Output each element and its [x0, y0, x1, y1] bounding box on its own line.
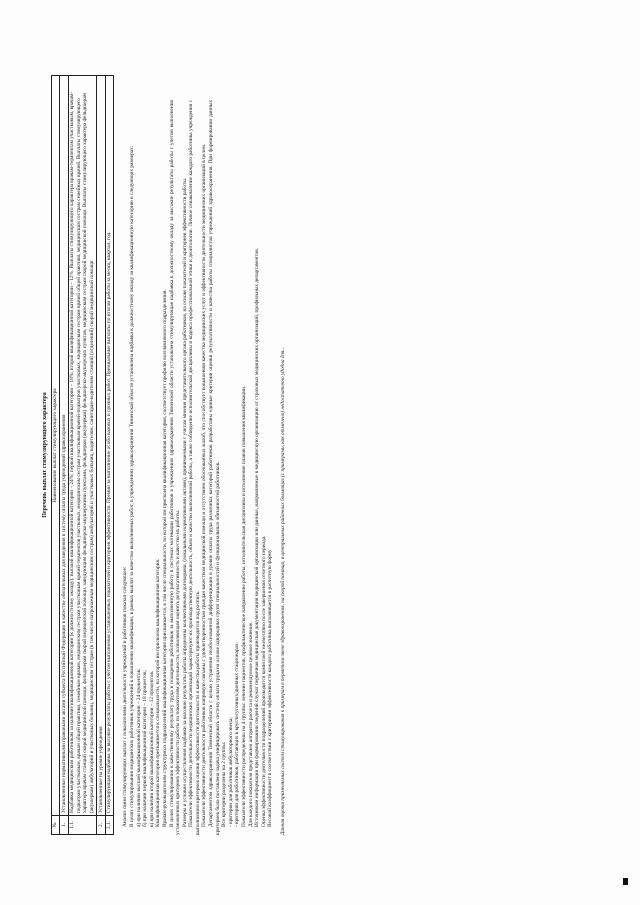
paragraph: Показатели эффективности распределены на 4 группы: лечение пациентов, профилактическое направление работы, исполнительская дисциплина и исполнение планов повышения квалификации.: [241, 385, 248, 827]
row-num: 1.: [60, 816, 69, 835]
paragraph: - критерии для работников амбулаторного звена;: [227, 717, 234, 827]
table-row: [97, 76, 106, 835]
table-row: [68, 76, 96, 835]
paragraph: Показатели эффективности деятельности медицинских организаций характеризуют их производственную деятельность, объем и качество выполняемой работы, а также соблюдение исполнительской дисциплины и кодекса профессиональной этики и деонтологии. Личное ознакомление каждого работника учреждения с выполнением критериев оценки эффективности деятельности и качества работы производится под роспись.: [188, 100, 201, 835]
row-text: Надбавка медицинским работникам за наличие квалификационной категории (к должностному окладу): высшей квалификационной категории – 24%; первой квалификационной категории – 18%; второй квалификационной категории – 12%. Выплаты стимулирующего характера врачам-терапевтам участковым, врачам-педиатрам участковым, врачам общей практики, семейным врачам, медицинским сестрам участковым врачей-терапевтов участковых, медицинским сестрам участковым врачей-педиатров участковых, медицинским сестрам врачей общей практики, медицинским сестрам семейных врачей. Выплаты стимулирующего характера врачам станций скорой медицинской помощи, фельдшерам скорой медицинской помощи, заведующим фельдшерско-акушерскими пунктами, фельдшерам (акушеркам) фельдшерско-акушерских пунктов, медицинским сестрам скорой медицинской помощи. Выплаты стимулирующего характера фельдшерам (акушеркам) амбулаторий и участковых больниц, медицинским сестрам (в том числе патронажным медицинским сестрам) амбулаторий и участковых больниц, водителям, санитарам-водителям станций (отделений) скорой медицинской помощи: [68, 76, 96, 816]
paragraph: Весовой коэффициент в соответствии с критериями эффективности каждого работника выплачивается в расчетную форму: [267, 549, 274, 827]
paragraph: Квалификационная категория присваивается к специальности, по которой им присвоена квалификационная категория.: [155, 558, 162, 827]
row-text: Стимулирующая надбавка за высокие результаты работы с учетом выполнения установленных показателей и критериев эффективности. Премии за выполнение особо важных и срочных работ. Премиальные выплаты по итогам работы за месяц, квартал, год.: [105, 76, 114, 816]
paragraph: В целях стимулирования медицинских работников учреждений к повышению квалификации, в рамках выплат за качество выполняемых работ, в учреждениях здравоохранения Тюменской области установлена надбавка к должностному окладу за квалификационную категорию в следующих размерах:: [128, 145, 135, 827]
paragraph: - критерии для работников, работающих в круглосуточных/дневных стационарах.: [234, 642, 241, 827]
paragraph: Размеры и условия осуществления надбавки за высокие результаты работы определены коллективными договорами, (локальными нормативными актами), принимаемыми с учетом мнения представительного органа работников, на основе показателей и критериев эффективности работы.: [181, 177, 188, 827]
row-num: 1.1.: [68, 816, 96, 835]
paragraph: Все критерии разделены на 2 группы:: [221, 741, 228, 827]
paragraph: Показатели эффективности деятельности работников напрямую связаны с удовлетворенностью граждан качеством медицинской помощи и отсутствием обоснованных жалоб, что способствует повышению качества медицинских услуг и эффективности деятельности медицинских организаций в целом.: [201, 143, 208, 827]
row-num: 2.1.: [105, 816, 114, 835]
row-num: 2.: [97, 816, 106, 835]
table-row: [105, 76, 114, 835]
row-text: Установленные на уровне учреждения: [97, 76, 106, 816]
footnote: Данная оценка применяемых систем стимулирования к примерам в первичном звене здравоохранения, на скорой помощи, в центральных районных больницах (с примерами, как отмечено) недостаточно удобна для...: [280, 346, 286, 835]
paragraph: в) при наличии второй квалификационной категории – 12 процентов.: [148, 670, 155, 827]
page-title: Перечень выплат стимулирующего характера: [42, 392, 48, 518]
paragraph: Анализ связи стимулирующих выплат с показателями деятельности учреждений и работников показал следующее:: [122, 566, 129, 827]
paragraph: В целях стимулирования в качественному результату труда и поощрения работников за выполненную работу в системах мотивации работников в учреждениях здравоохранения Тюменской области установлена стимулирующая надбавка к должностному окладу за высокие результаты работы с учетом выполнения установленных критериев эффективности работы по показателям деятельности, позволяющим оценить результативность и качество их работы.: [168, 100, 182, 835]
payments-table: [51, 75, 115, 835]
header-num: №: [51, 816, 60, 835]
row-text: Установленные нормативными правовыми актами субъекта Российской Федерации в качестве обязательных для введения в систему оплаты труда учреждений здравоохранения: [60, 76, 69, 816]
paragraph: Врачам-руководителям структурных подразделений квалификационная категория присваивается, в том числе специальности, по которой им присвоена квалификационная категория, соответствует профилю возглавляемого подразделения.: [161, 289, 168, 827]
paragraph: Департаментом здравоохранения Тюменской области с целью устранения необоснованной дифференциации в уровне оплаты труда различных категорий работников разработаны единые критерии оценки результативности и качества работы специалистов учреждений здравоохранения. При формировании данных критериев была поставлена задача унифицировать систему оплаты труда на основе однородных групп специальностей и функциональных обязанностей работников.: [208, 100, 221, 835]
table-header-row: [51, 76, 60, 835]
paragraph: Для каждого показателя представлен алгоритм расчета и рекомендуемое целевое значение.: [247, 621, 254, 827]
paragraph: б) при наличии первой квалификационной категории – 18 процентов;: [142, 670, 149, 827]
header-name: Наименование выплат стимулирующего характера: [51, 76, 60, 816]
body-text: [122, 100, 274, 835]
paragraph: Оценка эффективности деятельности подразделений производится комиссией ежемесячно после завершения отчетного периода.: [260, 535, 267, 827]
paragraph: а) при наличии высшей квалификационной категории – 24 процентов;: [135, 668, 142, 827]
table-row: [60, 76, 69, 835]
paragraph: Источником информации при формировании сведений служат первичная медицинская документация медицинской организации или данные, направляемые в медицинскую организацию от страховых медицинских организаций, профильных департаментов.: [254, 247, 261, 827]
rotated-document: [42, 75, 572, 835]
scan-mark: [623, 878, 628, 885]
